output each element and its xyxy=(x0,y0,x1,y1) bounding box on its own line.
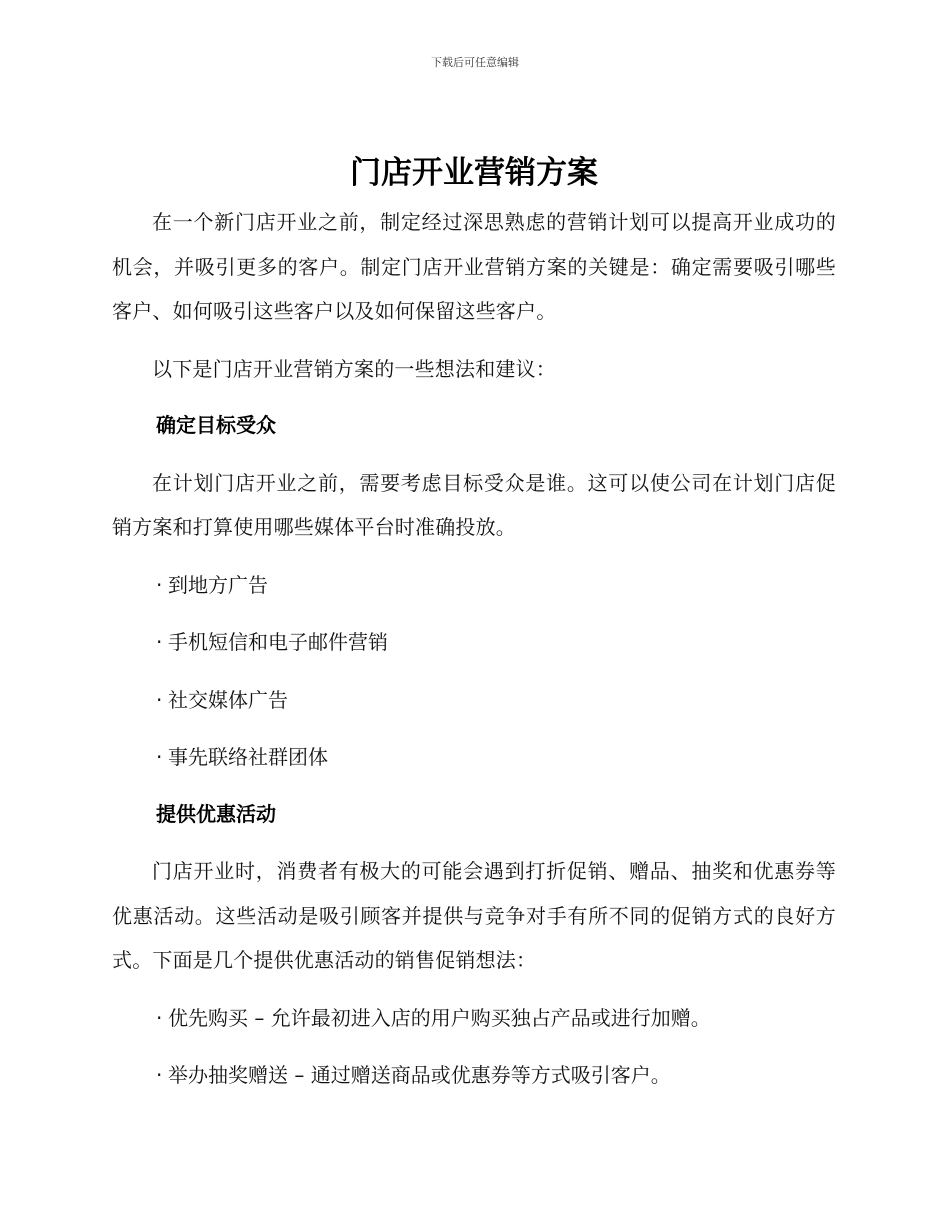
list-item-text: 优先购买 – 允许最初进入店的用户购买独占产品或进行加赠。 xyxy=(168,1005,711,1030)
bullet-dot: · xyxy=(156,687,163,712)
page-header-note: 下载后可任意编辑 xyxy=(431,56,519,69)
list-item-text: 举办抽奖赠送 – 通过赠送商品或优惠券等方式吸引客户。 xyxy=(168,1063,671,1087)
section-heading-promotions: 提供优惠活动 xyxy=(156,801,276,826)
bullet-list-channels xyxy=(112,563,836,780)
list-item-text: 社交媒体广告 xyxy=(168,687,288,712)
list-item xyxy=(112,735,836,780)
list-item xyxy=(112,563,836,608)
list-item xyxy=(112,996,836,1041)
bullet-dot: · xyxy=(156,572,163,597)
section-paragraph-promotions: 门店开业时，消费者有极大的可能会遇到打折促销、赠品、抽奖和优惠券等优惠活动。这些活动是吸引顾客并提供与竞争对手有所不同的促销方式的良好方式。下面是几个提供优惠活动的销售促销想法： xyxy=(112,859,836,972)
bullet-dot: · xyxy=(156,1005,163,1030)
list-item xyxy=(112,678,836,723)
list-item-text: 到地方广告 xyxy=(168,572,268,597)
bullet-dot: · xyxy=(156,630,163,654)
list-item xyxy=(112,620,836,665)
list-item-text: 事先联络社群团体 xyxy=(168,745,328,769)
lead-in-paragraph: 以下是门店开业营销方案的一些想法和建议： xyxy=(152,356,556,381)
section-paragraph-target-audience: 在计划门店开业之前，需要考虑目标受众是谁。这可以使公司在计划门店促销方案和打算使用哪些媒体平台时准确投放。 xyxy=(112,470,836,539)
list-item xyxy=(112,1053,836,1098)
intro-paragraph: 在一个新门店开业之前，制定经过深思熟虑的营销计划可以提高开业成功的机会，并吸引更多的客户。制定门店开业营销方案的关键是：确定需要吸引哪些客户、如何吸引这些客户以及如何保留这些客户。 xyxy=(112,210,836,323)
list-item-text: 手机短信和电子邮件营销 xyxy=(168,630,388,654)
bullet-dot: · xyxy=(156,745,163,769)
document-body xyxy=(112,150,836,1098)
document-title: 门店开业营销方案 xyxy=(350,155,598,191)
bullet-list-promotions xyxy=(112,996,836,1098)
section-heading-target-audience: 确定目标受众 xyxy=(156,413,276,437)
bullet-dot: · xyxy=(156,1063,163,1087)
